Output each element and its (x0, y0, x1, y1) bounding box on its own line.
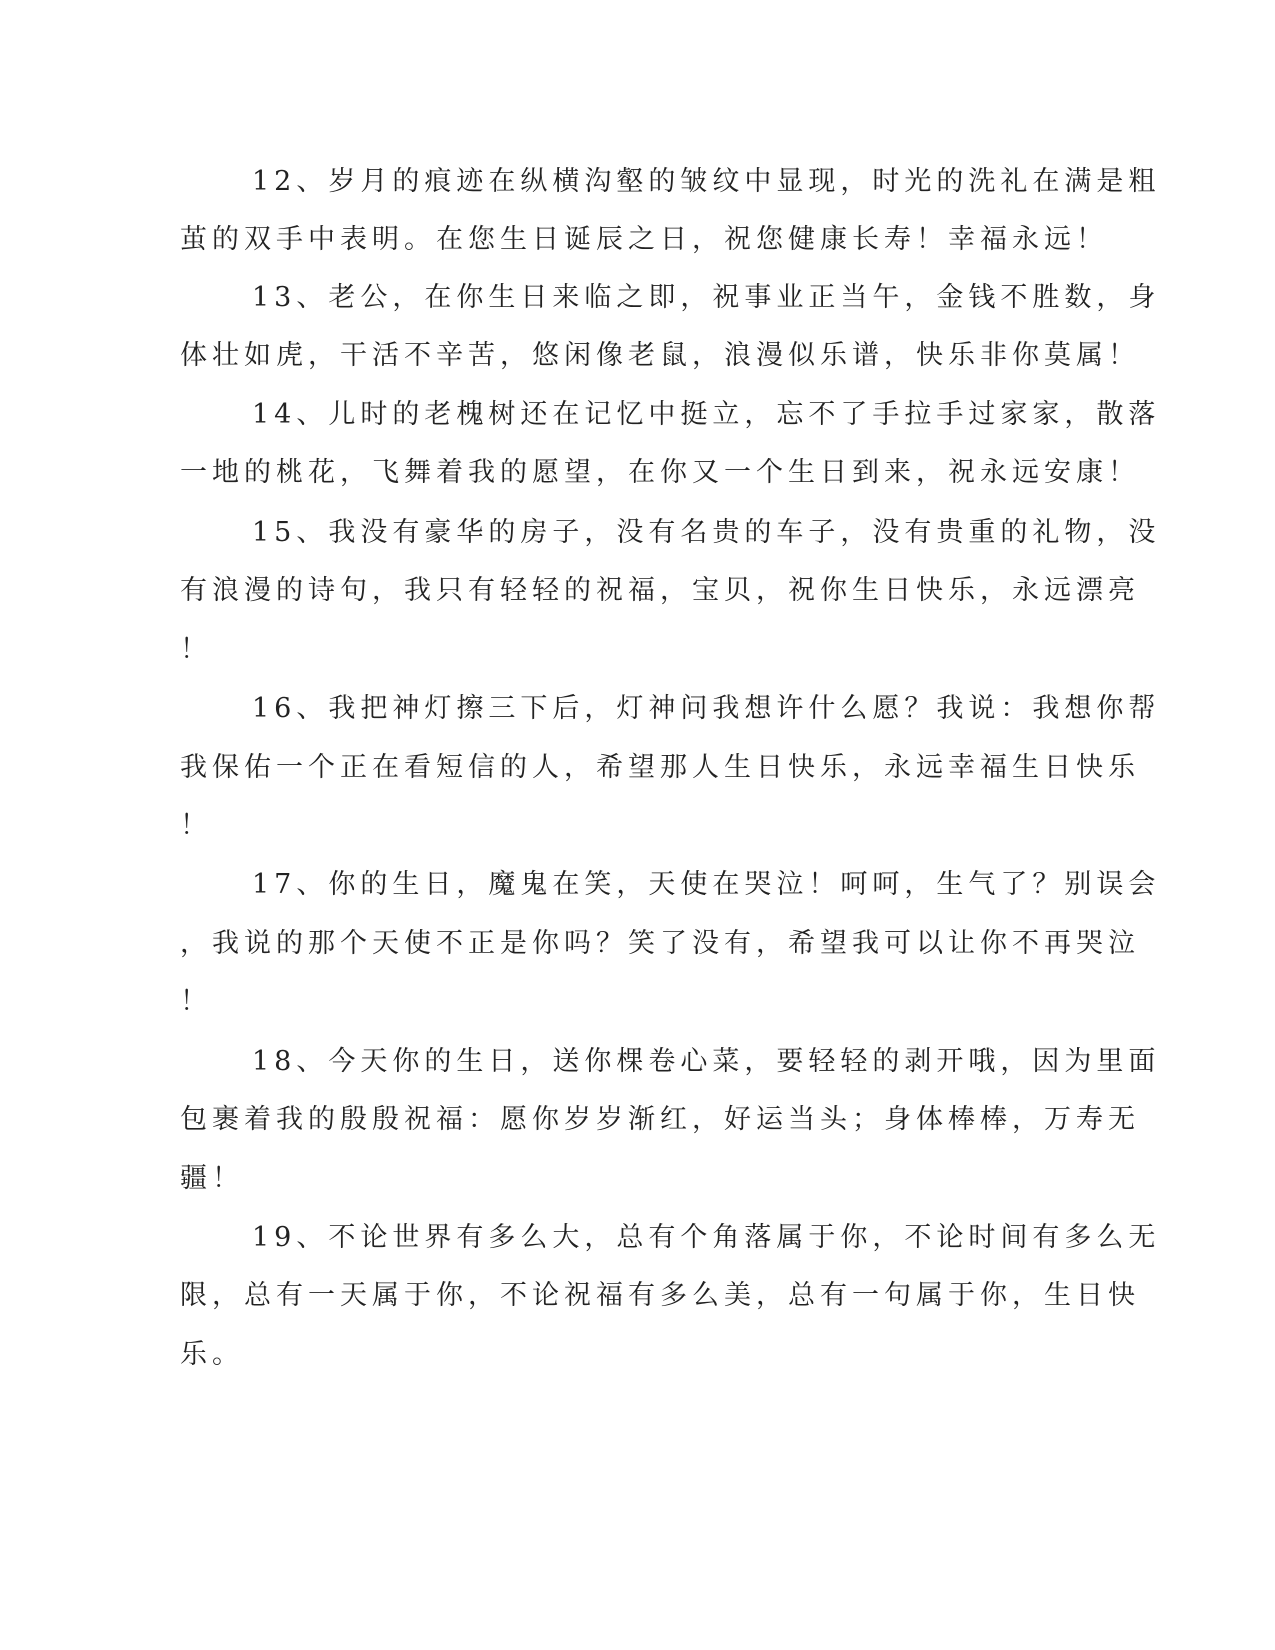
paragraph-14-line-1: 14、儿时的老槐树还在记忆中挺立，忘不了手拉手过家家，散落 (252, 399, 1161, 430)
paragraph-16-line-1: 16、我把神灯擦三下后，灯神问我想许什么愿？我说：我想你帮 (252, 693, 1161, 724)
paragraph-13-line-2: 体壮如虎，干活不辛苦，悠闲像老鼠，浪漫似乐谱，快乐非你莫属！ (180, 340, 1140, 371)
paragraph-16-line-3: ！ (180, 810, 212, 841)
paragraph-18-line-2: 包裹着我的殷殷祝福：愿你岁岁渐红，好运当头；身体棒棒，万寿无 (180, 1104, 1140, 1135)
paragraph-13-line-1: 13、老公，在你生日来临之即，祝事业正当午，金钱不胜数，身 (252, 282, 1161, 313)
paragraph-14-line-2: 一地的桃花，飞舞着我的愿望，在你又一个生日到来，祝永远安康！ (180, 457, 1140, 488)
paragraph-17-line-1: 17、你的生日，魔鬼在笑，天使在哭泣！呵呵，生气了？别误会 (252, 869, 1161, 900)
paragraph-19-line-2: 限，总有一天属于你，不论祝福有多么美，总有一句属于你，生日快 (180, 1280, 1140, 1311)
paragraph-19-line-1: 19、不论世界有多么大，总有个角落属于你，不论时间有多么无 (252, 1222, 1161, 1253)
paragraph-17-line-2: ，我说的那个天使不正是你吗？笑了没有，希望我可以让你不再哭泣 (180, 928, 1140, 959)
paragraph-18-line-1: 18、今天你的生日，送你棵卷心菜，要轻轻的剥开哦，因为里面 (252, 1046, 1161, 1077)
paragraph-15-line-2: 有浪漫的诗句，我只有轻轻的祝福，宝贝，祝你生日快乐，永远漂亮 (180, 575, 1140, 606)
paragraph-19-line-3: 乐。 (180, 1339, 244, 1370)
paragraph-18-line-3: 疆！ (180, 1163, 244, 1194)
paragraph-16-line-2: 我保佑一个正在看短信的人，希望那人生日快乐，永远幸福生日快乐 (180, 752, 1140, 783)
paragraph-15-line-3: ！ (180, 634, 212, 665)
paragraph-17-line-3: ！ (180, 986, 212, 1017)
paragraph-15-line-1: 15、我没有豪华的房子，没有名贵的车子，没有贵重的礼物，没 (252, 517, 1161, 548)
paragraph-12-line-1: 12、岁月的痕迹在纵横沟壑的皱纹中显现，时光的洗礼在满是粗 (252, 166, 1161, 197)
paragraph-12-line-2: 茧的双手中表明。在您生日诞辰之日，祝您健康长寿！幸福永远！ (180, 224, 1108, 255)
